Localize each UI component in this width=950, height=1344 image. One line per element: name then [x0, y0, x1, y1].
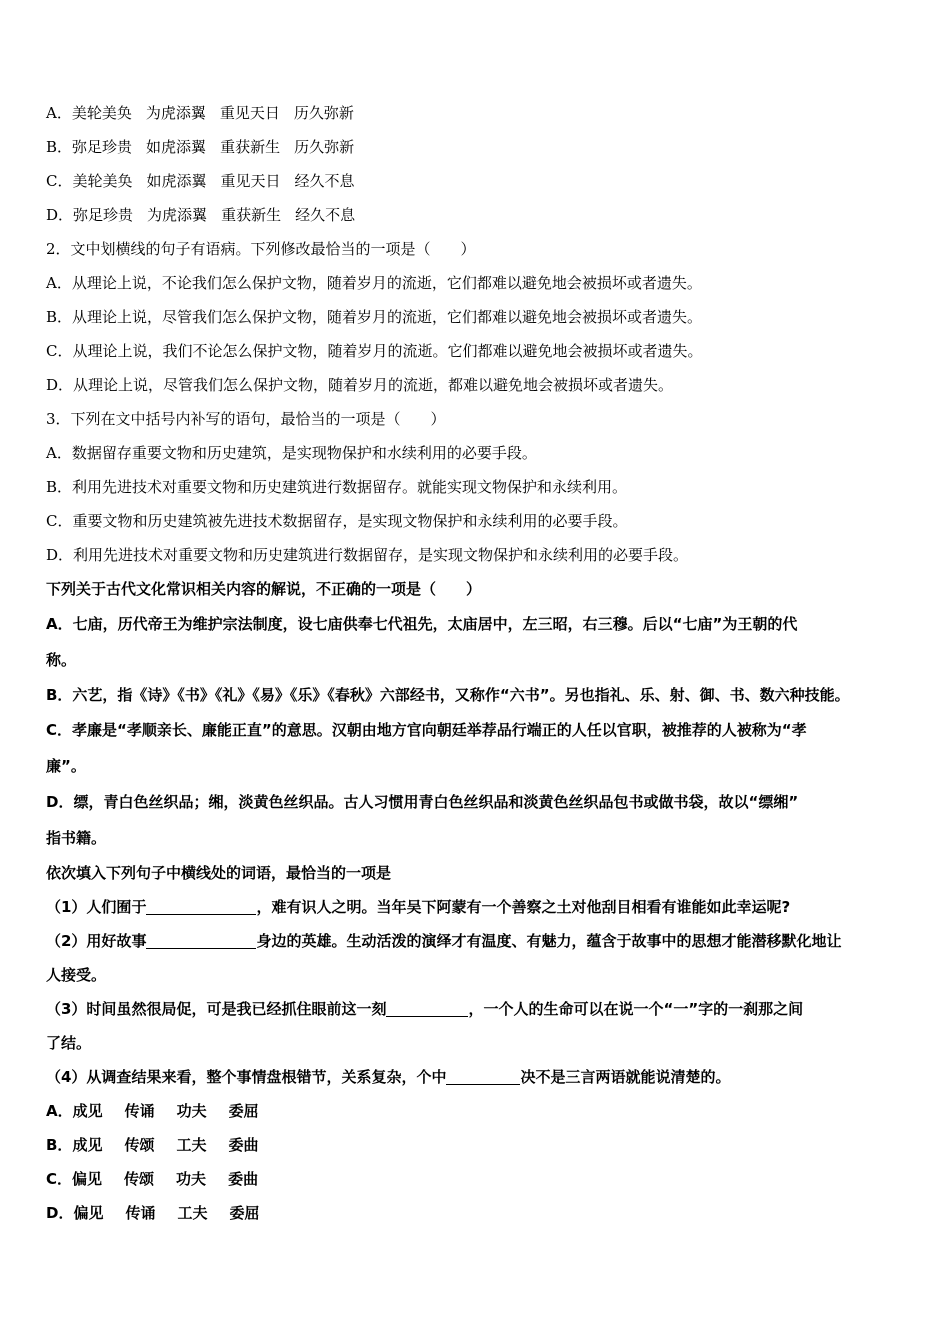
fill-sentence-2-line2: 人接受。 [46, 966, 107, 984]
fill-sentence-4 [46, 1060, 908, 1094]
option-word: 重获新生 [220, 138, 281, 156]
option-word: 传颂 [124, 1136, 155, 1154]
culture-stem: 下列关于古代文化常识相关内容的解说，不正确的一项是（ ） [46, 580, 482, 598]
option-letter: C． [46, 172, 73, 190]
option-word: 弥足珍贵 [72, 138, 133, 156]
option-word: 经久不息 [294, 172, 355, 190]
option-word: 传颂 [124, 1170, 155, 1188]
option-word: 如虎添翼 [146, 172, 207, 190]
q2-stem: 2．文中划横线的句子有语病。下列修改最恰当的一项是（ ） [46, 240, 476, 258]
option-letter: D． [46, 206, 74, 224]
option-word: 为虎添翼 [147, 206, 208, 224]
document-page [46, 96, 908, 1230]
fill-sentence-2 [46, 924, 908, 958]
option-letter: A． [46, 1102, 73, 1120]
blank-line[interactable] [146, 896, 256, 915]
option-word: 工夫 [176, 1136, 207, 1154]
q1-option-c[interactable] [46, 164, 908, 198]
option-word: 经久不息 [295, 206, 356, 224]
fill-option-b[interactable] [46, 1128, 908, 1162]
option-word: 重见天日 [220, 172, 281, 190]
option-word: 如虎添翼 [146, 138, 207, 156]
fill-sentence-3-line2: 了结。 [46, 1034, 92, 1052]
q2-option-b[interactable]: B．从理论上说，尽管我们怎么保护文物，随着岁月的流逝，它们都难以避免地会被损坏或者遗失。 [46, 308, 703, 326]
option-letter: D． [46, 1204, 74, 1222]
sentence-text: 决不是三言两语就能说清楚的。 [520, 1068, 731, 1086]
option-word: 美轮美奂 [72, 172, 133, 190]
option-letter: A． [46, 104, 72, 122]
option-word: 偏见 [72, 1170, 103, 1188]
q3-option-c[interactable]: C．重要文物和历史建筑被先进技术数据留存，是实现文物保护和永续利用的必要手段。 [46, 512, 628, 530]
option-word: 委曲 [228, 1170, 259, 1188]
culture-option-d-line1[interactable]: D．缥，青白色丝织品；缃，淡黄色丝织品。古人习惯用青白色丝织品和淡黄色丝织品包书或做书袋，故以“缥缃” [46, 793, 799, 811]
q1-option-a[interactable] [46, 96, 908, 130]
option-word: 委屈 [228, 1102, 259, 1120]
option-word: 功夫 [176, 1170, 207, 1188]
option-word: 功夫 [176, 1102, 207, 1120]
fill-stem: 依次填入下列句子中横线处的词语，最恰当的一项是 [46, 864, 392, 882]
option-word: 弥足珍贵 [73, 206, 134, 224]
culture-option-a-line2: 称。 [46, 651, 77, 669]
q2-option-c[interactable]: C．从理论上说，我们不论怎么保护文物，随着岁月的流逝。它们都难以避免地会被损坏或者遗失。 [46, 342, 703, 360]
option-word: 成见 [72, 1102, 103, 1120]
sentence-text: （1）人们囿于 [46, 898, 147, 916]
sentence-text: （4）从调查结果来看，整个事情盘根错节，关系复杂，个中 [46, 1068, 447, 1086]
option-word: 偏见 [73, 1204, 104, 1222]
option-word: 为虎添翼 [145, 104, 206, 122]
q2-option-a[interactable]: A．从理论上说，不论我们怎么保护文物，随着岁月的流逝，它们都难以避免地会被损坏或者遗失。 [46, 274, 702, 292]
option-word: 美轮美奂 [71, 104, 132, 122]
option-word: 传诵 [125, 1204, 156, 1222]
option-letter: B． [46, 1136, 73, 1154]
culture-option-b[interactable]: B．六艺，指《诗》《书》《礼》《易》《乐》《春秋》六部经书，又称作“六书”。另也指礼、乐、射、御、书、数六种技能。 [46, 686, 850, 704]
blank-line[interactable] [146, 930, 256, 949]
q3-option-a[interactable]: A．数据留存重要文物和历史建筑，是实现物保护和水续利用的必要手段。 [46, 444, 537, 462]
option-letter: B． [46, 138, 73, 156]
sentence-text: 身边的英雄。生动活泼的演绎才有温度、有魅力，蕴含于故事中的思想才能潜移默化地让 [256, 932, 842, 950]
option-word: 重获新生 [221, 206, 282, 224]
option-word: 委屈 [229, 1204, 260, 1222]
culture-option-d-line2: 指书籍。 [46, 829, 107, 847]
sentence-text: ，难有识人之明。当年吴下阿蒙有一个善察之土对他刮目相看有谁能如此幸运呢? [256, 898, 791, 916]
q3-option-b[interactable]: B．利用先进技术对重要文物和历史建筑进行数据留存。就能实现文物保护和永续利用。 [46, 478, 628, 496]
sentence-text: （2）用好故事 [46, 932, 147, 950]
q1-option-b[interactable] [46, 130, 908, 164]
option-word: 历久弥新 [293, 104, 354, 122]
sentence-text: ，一个人的生命可以在说一个“一”字的一刹那之间 [468, 1000, 804, 1018]
fill-sentence-1 [46, 890, 908, 924]
option-word: 成见 [72, 1136, 103, 1154]
fill-option-a[interactable] [46, 1094, 908, 1128]
blank-line[interactable] [386, 998, 468, 1017]
q3-option-d[interactable]: D．利用先进技术对重要文物和历史建筑进行数据留存，是实现文物保护和永续利用的必要手段。 [46, 546, 689, 564]
culture-option-c-line1[interactable]: C．孝廉是“孝顺亲长、廉能正直”的意思。汉朝由地方官向朝廷举荐品行端正的人任以官职，被推荐的人被称为“孝 [46, 721, 807, 739]
q3-stem: 3．下列在文中括号内补写的语句，最恰当的一项是（ ） [46, 410, 446, 428]
option-word: 重见天日 [219, 104, 280, 122]
option-word: 委曲 [228, 1136, 259, 1154]
q1-option-d[interactable] [46, 198, 908, 232]
fill-option-d[interactable] [46, 1196, 908, 1230]
option-word: 传诵 [124, 1102, 155, 1120]
blank-line[interactable] [446, 1066, 520, 1085]
culture-option-c-line2: 廉”。 [46, 757, 86, 775]
q2-option-d[interactable]: D．从理论上说，尽管我们怎么保护文物，随着岁月的流逝，都难以避免地会被损坏或者遗失。 [46, 376, 674, 394]
culture-option-a-line1[interactable]: A．七庙，历代帝王为维护宗法制度，设七庙供奉七代祖先，太庙居中，左三昭，右三穆。后以“七庙”为王朝的代 [46, 615, 798, 633]
fill-option-c[interactable] [46, 1162, 908, 1196]
fill-sentence-3 [46, 992, 908, 1026]
option-letter: C． [46, 1170, 73, 1188]
option-word: 历久弥新 [294, 138, 355, 156]
sentence-text: （3）时间虽然很局促，可是我已经抓住眼前这一刻 [46, 1000, 387, 1018]
option-word: 工夫 [177, 1204, 208, 1222]
